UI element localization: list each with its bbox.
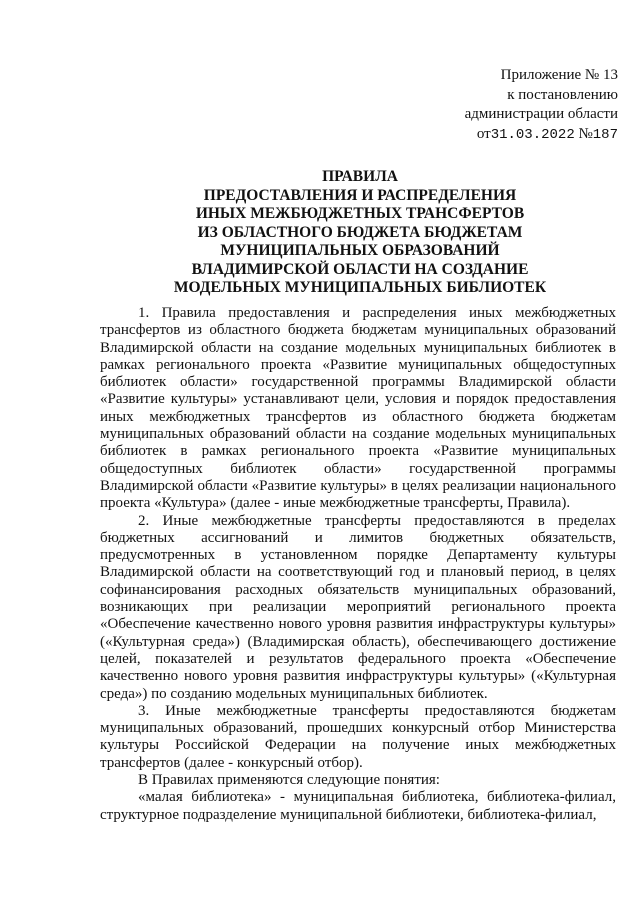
appendix-date-line [465, 125, 618, 146]
title-line: МОДЕЛЬНЫХ МУНИЦИПАЛЬНЫХ БИБЛИОТЕК [173, 279, 547, 296]
paragraph-1: 1. Правила предоставления и распределения иных межбюджетных трансфертов из областного бюджета бюджетам муниципальных образований Владимирской области на создание модельных муниципальных библиотек в рамках регионального проекта «Развитие муниципальных общедоступных библиотек области» государственной программы Владимирской области «Развитие культуры» устанавливают цели, условия и порядок предоставления иных межбюджетных трансфертов из областного бюджета бюджетам муниципальных образований области на создание модельных муниципальных библиотек в рамках регионального проекта «Развитие муниципальных общедоступных библиотек области» государственной программы Владимирской области «Развитие культуры» в целях реализации национального проекта «Культура» (далее - иные межбюджетные трансферты, Правила). [100, 305, 616, 512]
document-title [100, 168, 620, 298]
title-line: ПРЕДОСТАВЛЕНИЯ И РАСПРЕДЕЛЕНИЯ [203, 186, 517, 204]
paragraph-2: 2. Иные межбюджетные трансферты предоставляются в пределах бюджетных ассигнований и лимитов бюджетных обязательств, предусмотренных в установленном порядке Департаменту культуры Владимирской области на соответствующий год и плановый период, в целях софинансирования расходных обязательств муниципальных образований, возникающих при реализации мероприятий регионального проекта «Обеспечение качественно нового уровня развития инфраструктуры культуры» («Культурная среда») (Владимирская область), обеспечивающего достижение целей, показателей и результатов федерального проекта «Обеспечение качественно нового уровня развития инфраструктуры культуры» («Культурная среда») по созданию модельных муниципальных библиотек. [100, 512, 616, 702]
appendix-resolution-number: 187 [592, 126, 618, 143]
title-line: ИНЫХ МЕЖБЮДЖЕТНЫХ ТРАНСФЕРТОВ [195, 205, 525, 222]
title-line: ПРАВИЛА [322, 168, 398, 185]
title-line: ВЛАДИМИРСКОЙ ОБЛАСТИ НА СОЗДАНИЕ [191, 260, 529, 278]
paragraph-small-library-definition: «малая библиотека» - муниципальная библиотека, библиотека-филиал, структурное подразделение муниципальной библиотеки, библиотека-филиал, [100, 789, 616, 823]
appendix-number: Приложение № 13 [500, 67, 618, 83]
title-line: ИЗ ОБЛАСТНОГО БЮДЖЕТА БЮДЖЕТАМ [197, 223, 523, 241]
appendix-date: 31.03.2022 [490, 126, 575, 143]
paragraph-definitions-intro: В Правилах применяются следующие понятия: [138, 772, 440, 789]
appendix-from-prefix: от [476, 125, 491, 142]
appendix-authority: администрации области [464, 106, 618, 122]
title-line: МУНИЦИПАЛЬНЫХ ОБРАЗОВАНИЙ [220, 242, 500, 259]
appendix-number-prefix: № [578, 125, 593, 142]
appendix-resolution-ref: к постановлению [507, 86, 618, 103]
appendix-block [465, 66, 618, 145]
document-body [100, 305, 616, 824]
paragraph-3: 3. Иные межбюджетные трансферты предоставляются бюджетам муниципальных образований, прошедших конкурсный отбор Министерства культуры Российской Федерации на получение иных межбюджетных трансфертов (далее - конкурсный отбор). [100, 702, 616, 771]
